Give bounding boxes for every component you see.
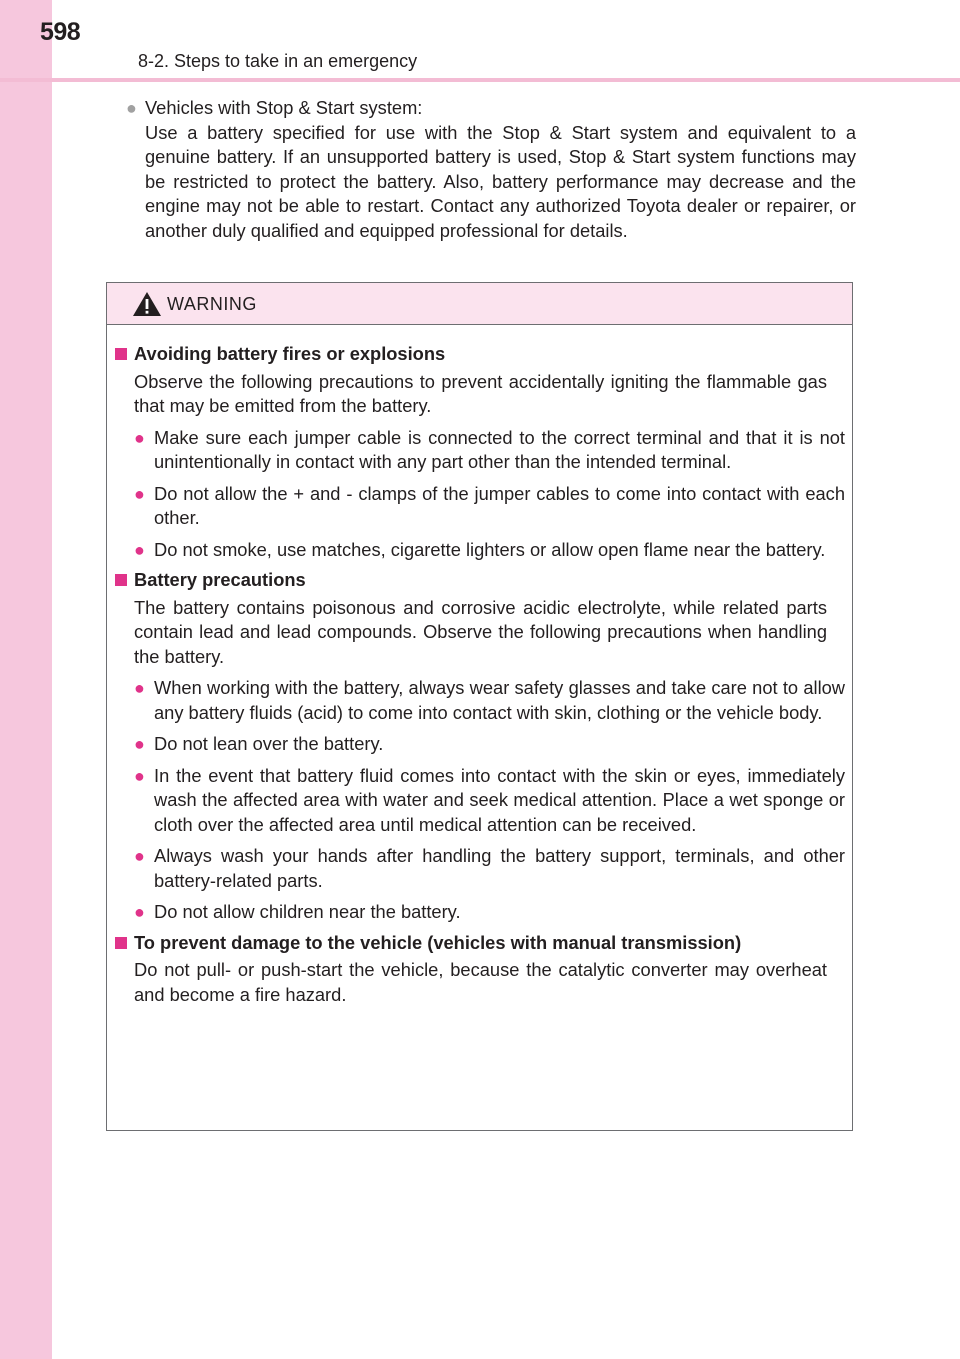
warning-list-item-text: Make sure each jumper cable is connected to the correct terminal and that it is not unintentionally in contact with any part other than the intended terminal.	[154, 426, 845, 472]
intro-lead: Vehicles with Stop & Start system:	[145, 97, 423, 118]
round-bullet-icon: ●	[134, 846, 145, 866]
warning-section-text: Observe the following precautions to prevent accidentally igniting the flammable gas that may be emitted from the battery.	[134, 370, 827, 416]
warning-section-heading-text: To prevent damage to the vehicle (vehicles with manual transmission)	[134, 931, 742, 953]
warning-list-item	[115, 732, 845, 757]
warning-list-item-text: Do not allow the + and - clamps of the jumper cables to come into contact with each other.	[154, 482, 845, 528]
warning-section-heading	[115, 931, 845, 956]
warning-list-item	[115, 764, 845, 838]
warning-box	[106, 282, 853, 1131]
warning-list-item-text: In the event that battery fluid comes into contact with the skin or eyes, immediately wash the affected area with water and seek medical attention. Place a wet sponge or cloth over the affected area until medical attention can be received.	[154, 764, 845, 835]
square-bullet-icon	[115, 348, 127, 360]
round-bullet-icon: ●	[134, 734, 145, 754]
warning-section-heading	[115, 568, 845, 593]
warning-list-item-text: Do not lean over the battery.	[154, 733, 384, 754]
warning-section-text: The battery contains poisonous and corrosive acidic electrolyte, while related parts contain lead and lead compounds. Observe the following precautions when handling the battery.	[134, 596, 827, 667]
warning-header	[107, 283, 852, 325]
warning-list-item	[115, 426, 845, 475]
round-bullet-icon: ●	[134, 765, 145, 786]
warning-list-item-text: Always wash your hands after handling the battery support, terminals, and other battery-related parts.	[154, 845, 845, 891]
warning-triangle-icon	[132, 291, 162, 317]
round-bullet-icon: ●	[134, 483, 145, 504]
round-bullet-icon: ●	[134, 902, 145, 922]
warning-list-item-text: Do not allow children near the battery.	[154, 901, 461, 922]
bullet-icon: ●	[126, 98, 137, 118]
warning-section-heading-text: Battery precautions	[134, 569, 306, 590]
round-bullet-icon: ●	[134, 539, 145, 560]
warning-list-item-text: Do not smoke, use matches, cigarette lighters or allow open flame near the battery.	[154, 538, 826, 560]
section-title: 8-2. Steps to take in an emergency	[138, 51, 418, 71]
warning-list-item	[115, 676, 845, 725]
round-bullet-icon: ●	[134, 427, 145, 448]
warning-title: WARNING	[167, 294, 257, 314]
warning-section-text: Do not pull- or push-start the vehicle, because the catalytic converter may overheat and become a fire hazard.	[134, 959, 827, 1005]
warning-section-heading-text: Avoiding battery fires or explosions	[134, 343, 446, 364]
page-number: 598	[40, 18, 81, 46]
warning-list-item	[115, 538, 845, 563]
intro-body: Use a battery specified for use with the Stop & Start system and equivalent to a genuine battery. If an unsupported battery is used, Stop & Start system functions may be restricted to protect the battery. Also, battery performance may decrease and the engine may not be able to restart. Contact any authorized Toyota dealer or repairer, or another duly qualified and equipped professional for details.	[145, 121, 856, 241]
warning-section-heading	[115, 342, 845, 367]
square-bullet-icon	[115, 574, 127, 586]
warning-list-item	[115, 900, 845, 925]
round-bullet-icon: ●	[134, 678, 145, 698]
square-bullet-icon	[115, 937, 127, 949]
warning-body	[115, 342, 845, 1007]
page-side-band	[0, 0, 52, 1359]
warning-list-item	[115, 844, 845, 893]
warning-list-item	[115, 482, 845, 531]
warning-list-item-text: When working with the battery, always wear safety glasses and take care not to allow any battery fluids (acid) to come into contact with skin, clothing or the vehicle body.	[154, 677, 845, 723]
header-rule	[0, 78, 960, 82]
intro-note	[126, 96, 856, 243]
